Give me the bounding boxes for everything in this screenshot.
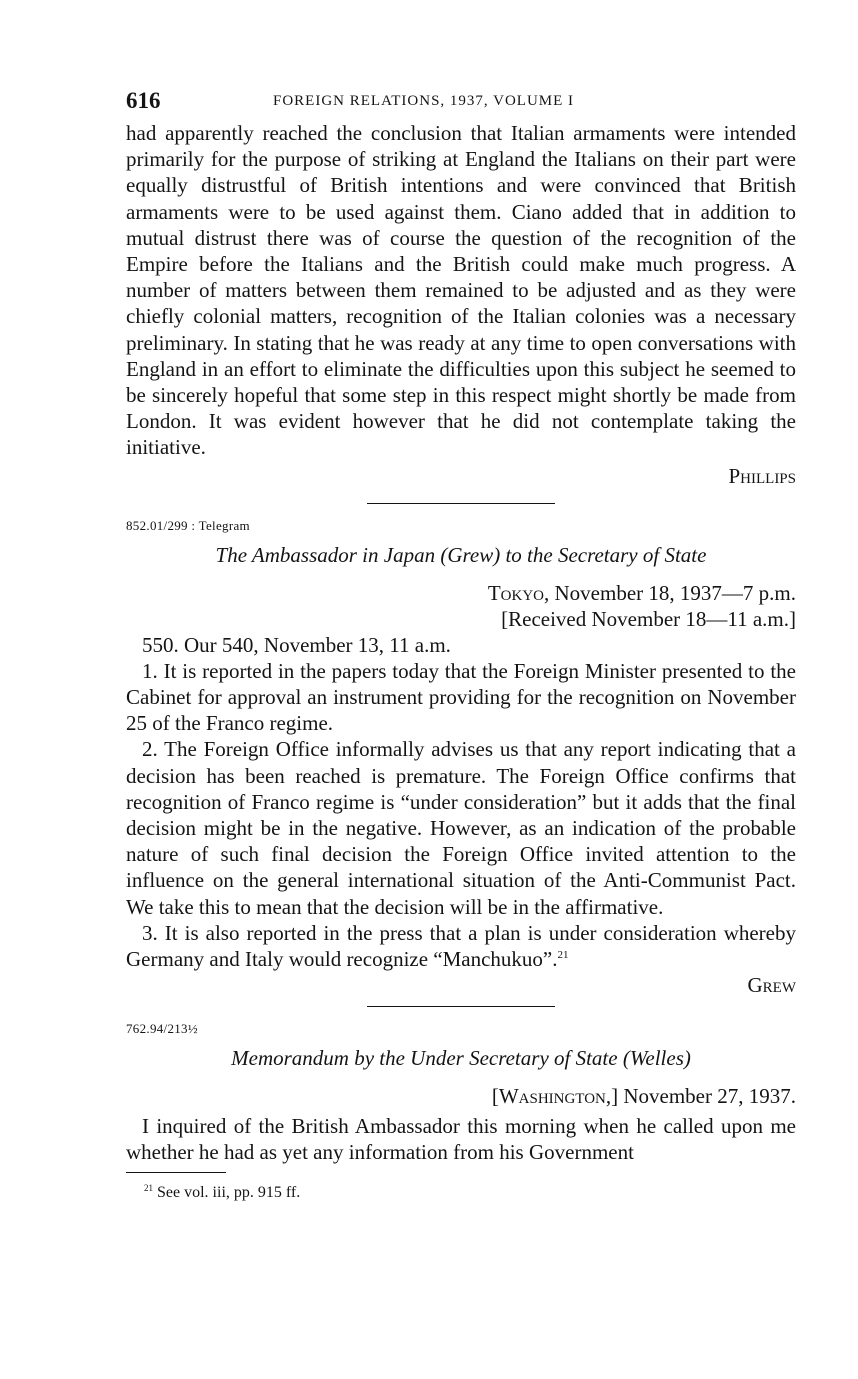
footnote-marker: 21 xyxy=(144,1182,153,1193)
file-reference: 762.94/213½ xyxy=(126,1021,198,1037)
paragraph-3 xyxy=(126,920,796,972)
dateline xyxy=(126,580,796,606)
dateline-date: November 18, 1937—7 p.m. xyxy=(549,580,796,605)
dateline xyxy=(126,1083,796,1109)
document-title: The Ambassador in Japan (Grew) to the Secretary of State xyxy=(215,542,707,567)
document-page xyxy=(126,88,796,1203)
footnote-divider xyxy=(126,1172,226,1173)
footnote-reference: 21 xyxy=(557,949,569,962)
page-number: 616 xyxy=(126,88,161,113)
footnote-text: See vol. iii, pp. 915 ff. xyxy=(153,1183,301,1201)
signature-grew: Grew xyxy=(747,973,796,998)
received-line: [Received November 18—11 a.m.] xyxy=(501,606,796,631)
section-divider xyxy=(367,1006,555,1007)
paragraph-1: 1. It is reported in the papers today that the Foreign Minister presented to the Cabinet for approval an instrument providing for the recognition on November 25 of the Franco regime. xyxy=(126,658,796,736)
signature-phillips: Phillips xyxy=(728,463,796,488)
file-reference: 852.01/299 : Telegram xyxy=(126,517,250,533)
paragraph-2: 2. The Foreign Office informally advises us that any report indicating that a decision has been reached is premature. The Foreign Office confirms that recognition of Franco regime is “under consideration” but it adds that the final decision might be in the negative. However, as an indication of the probable nature of such final decision the Foreign Office invited attention to the influence on the general international situation of the Anti-Communist Pact. We take this to mean that the decision will be in the affirmative. xyxy=(126,737,796,919)
running-head: FOREIGN RELATIONS, 1937, VOLUME I xyxy=(273,93,575,109)
page-header xyxy=(126,88,796,120)
dateline-place: [Washington,] xyxy=(491,1084,619,1109)
footnote xyxy=(126,1183,796,1203)
paragraph-3-text: 3. It is also reported in the press that a plan is under consideration whereby Germany and Italy would recognize “Manchukuo”. xyxy=(126,920,796,972)
dateline-date: November 27, 1937. xyxy=(618,1084,796,1109)
memorandum-paragraph: I inquired of the British Ambassador this morning when he called upon me whether he had as yet any information from his Government xyxy=(126,1114,796,1165)
telegram-number: 550. Our 540, November 13, 11 a.m. xyxy=(142,632,451,657)
document-title: Memorandum by the Under Secretary of State (Welles) xyxy=(231,1046,691,1071)
section-divider xyxy=(367,503,555,504)
dateline-place: Tokyo, xyxy=(487,580,550,605)
continuation-paragraph: had apparently reached the conclusion that Italian armaments were intended primarily for the purpose of striking at England the Italians on their part were equally distrustful of British intentions and were convinced that British armaments were to be used against them. Ciano added that in addition to mutual distrust there was of course the question of the recognition of the Empire before the Italians and the British could make much progress. A number of matters between them remained to be adjusted and as they were chiefly colonial matters, recognition of the Italian colonies was a necessary preliminary. In stating that he was ready at any time to open conversations with England in an effort to eliminate the difficulties upon this subject he seemed to be sincerely hopeful that some step in this respect might shortly be made from London. It was evident however that he did not contemplate taking the initiative. xyxy=(126,121,796,460)
